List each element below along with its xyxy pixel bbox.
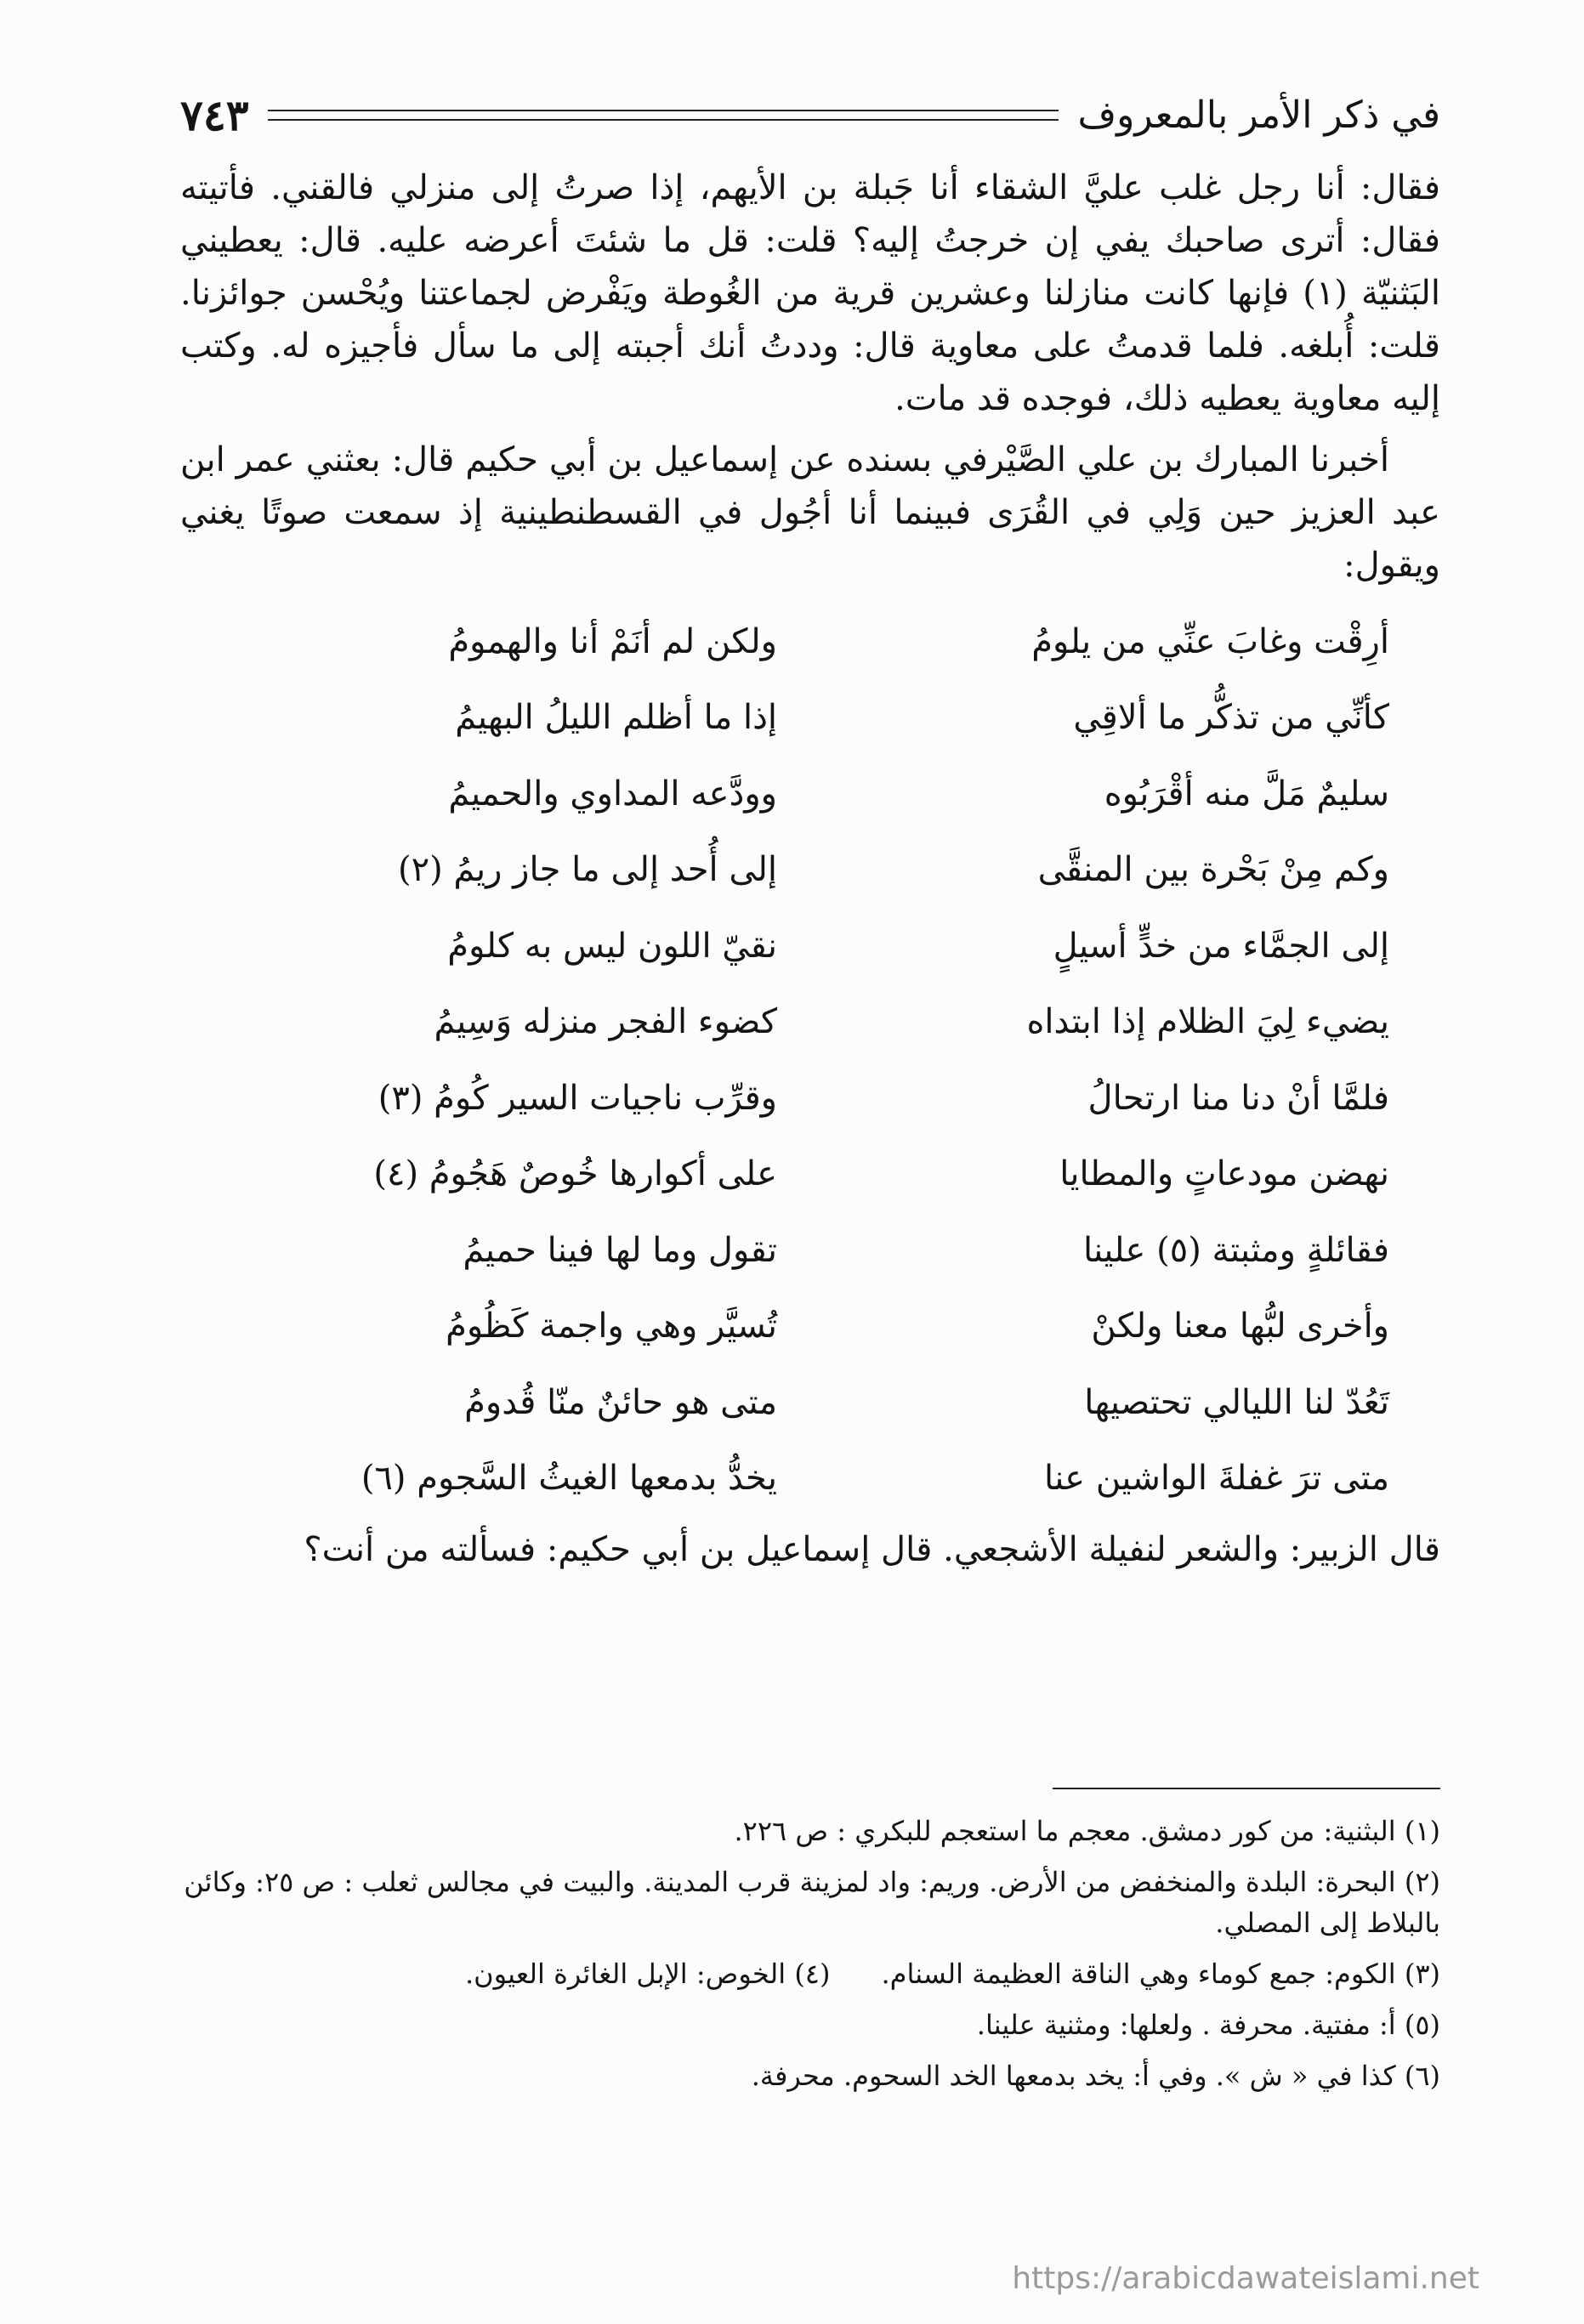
page-header bbox=[180, 85, 1440, 145]
verse-second-hemistich: إذا ما أظلم الليلُ البهيمُ bbox=[455, 698, 777, 738]
verse-second-hemistich: ولكن لم أنَمْ أنا والهمومُ bbox=[448, 621, 777, 661]
footnotes bbox=[180, 1811, 1440, 2106]
poem-verse bbox=[180, 984, 1440, 1061]
verse-first-hemistich: فقائلةٍ ومثبتة (٥) علينا bbox=[1082, 1230, 1389, 1270]
verse-second-hemistich: متى هو حائنٌ منّا قُدومُ bbox=[464, 1382, 777, 1422]
poem-verse bbox=[180, 680, 1440, 757]
verse-first-hemistich: سليمٌ مَلَّ منه أقْرَبُوه bbox=[1104, 774, 1389, 813]
poem-verse bbox=[180, 756, 1440, 832]
footnote-row bbox=[180, 1953, 1440, 1994]
verse-first-hemistich: كأنِّي من تذكُّر ما ألاقِي bbox=[1073, 698, 1389, 738]
footnote: (٤) الخوص: الإبل الغائرة العيون. bbox=[464, 1958, 831, 1990]
paragraph: أخبرنا المبارك بن علي الصَّيْرفي بسنده عن إسماعيل بن أبي حكيم قال: بعثني عمر ابن عبد العزيز حين وَلِي في القُرَى فبينما أنا أجُول في القسطنطينية إذ سمعت صوتًا يغني ويقول: bbox=[180, 440, 1440, 585]
verse-second-hemistich: على أكوارها خُوصٌ هَجُومُ (٤) bbox=[373, 1154, 777, 1194]
verse-second-hemistich: كضوء الفجر منزله وَسِيمُ bbox=[434, 1002, 777, 1042]
poem-verse bbox=[180, 1289, 1440, 1365]
poem-verse bbox=[180, 1136, 1440, 1213]
verse-first-hemistich: نهضن مودعاتٍ والمطايا bbox=[1059, 1154, 1389, 1194]
page-number: ٧٤٣ bbox=[180, 89, 249, 140]
verse-second-hemistich: تُسيَّر وهي واجمة كَظُومُ bbox=[446, 1307, 777, 1346]
poem-verse bbox=[180, 1364, 1440, 1441]
poem-verse bbox=[180, 1441, 1440, 1517]
verse-second-hemistich: وقرِّب ناجيات السير كُومُ (٣) bbox=[378, 1078, 777, 1118]
verse-first-hemistich: أرِقْت وغابَ عنِّي من يلومُ bbox=[1031, 621, 1389, 661]
footnote: (١) البثنية: من كور دمشق. معجم ما استعجم للبكري : ص ٢٢٦. bbox=[734, 1815, 1440, 1847]
poem bbox=[180, 604, 1440, 1516]
footnote: (٦) كذا في « ش ». وفي أ: يخد بدمعها الخد السحوم. محرفة. bbox=[751, 2060, 1440, 2092]
footnote: (٥) أ: مفتية. محرفة . ولعلها: ومثنية علينا. bbox=[976, 2009, 1440, 2041]
watermark-url: https://arabicdawateislami.net bbox=[1012, 2261, 1479, 2296]
paragraph-after-poem: قال الزبير: والشعر لنفيلة الأشجعي. قال إسماعيل بن أبي حكيم: فسألته من أنت؟ bbox=[304, 1530, 1440, 1569]
poem-verse bbox=[180, 832, 1440, 909]
verse-first-hemistich: فلمَّا أنْ دنا منا ارتحالُ bbox=[1087, 1078, 1389, 1118]
verse-first-hemistich: وكم مِنْ بَحْرة بين المنقَّى bbox=[1037, 850, 1389, 890]
verse-second-hemistich: يخدُّ بدمعها الغيثُ السَّجوم (٦) bbox=[361, 1459, 777, 1499]
paragraph: فقال: أنا رجل غلب عليَّ الشقاء أنا جَبلة بن الأيهم، إذا صرتُ إلى منزلي فالقني. فأتيته فقال: أترى صاحبك يفي إن خرجتُ إليه؟ قلت: قل ما شئتَ أعرضه عليه. قال: يعطيني البَثنيّة (١) فإنها كانت منازلنا وعشرين قرية من الغُوطة ويَفْرض لجماعتنا ويُحْسن جوائزنا. قلت: أُبلغه. فلما قدمتُ على معاوية قال: وددتُ أنك أجبته إلى ما سأل فأجيزه له. وكتب إليه معاوية يعطيه ذلك، فوجده قد مات. bbox=[180, 168, 1440, 418]
header-rule bbox=[268, 110, 1059, 121]
verse-second-hemistich: إلى أُحد إلى ما جاز ريمُ (٢) bbox=[397, 850, 777, 890]
verse-first-hemistich: متى ترَ غفلةَ الواشين عنا bbox=[1044, 1459, 1389, 1499]
verse-first-hemistich: يضيء لِيَ الظلام إذا ابتداه bbox=[1026, 1002, 1389, 1042]
footnote: (٢) البحرة: البلدة والمنخفض من الأرض. وريم: واد لمزينة قرب المدينة. والبيت في مجالس ثعلب : ص ٢٥: وكائن بالبلاط إلى المصلي. bbox=[184, 1866, 1440, 1939]
poem-verse bbox=[180, 604, 1440, 680]
verse-first-hemistich: تَعُدّ لنا الليالي تحتصيها bbox=[1084, 1382, 1389, 1422]
verse-second-hemistich: وودَّعه المداوي والحميمُ bbox=[448, 774, 777, 813]
verse-first-hemistich: إلى الجمَّاء من خدٍّ أسيلٍ bbox=[1053, 926, 1389, 966]
verse-second-hemistich: تقول وما لها فينا حميمُ bbox=[463, 1230, 777, 1270]
footnote: (٣) الكوم: جمع كوماء وهي الناقة العظيمة السنام. bbox=[881, 1958, 1440, 1990]
verse-second-hemistich: نقيّ اللون ليس به كلومُ bbox=[447, 926, 777, 966]
poem-verse bbox=[180, 1060, 1440, 1136]
poem-verse bbox=[180, 1212, 1440, 1289]
verse-first-hemistich: وأخرى لبُّها معنا ولكنْ bbox=[1091, 1307, 1389, 1346]
running-head: في ذكر الأمر بالمعروف bbox=[1077, 93, 1440, 137]
page-body bbox=[180, 162, 1440, 1576]
poem-verse bbox=[180, 908, 1440, 984]
footnote-rule bbox=[1053, 1788, 1440, 1789]
